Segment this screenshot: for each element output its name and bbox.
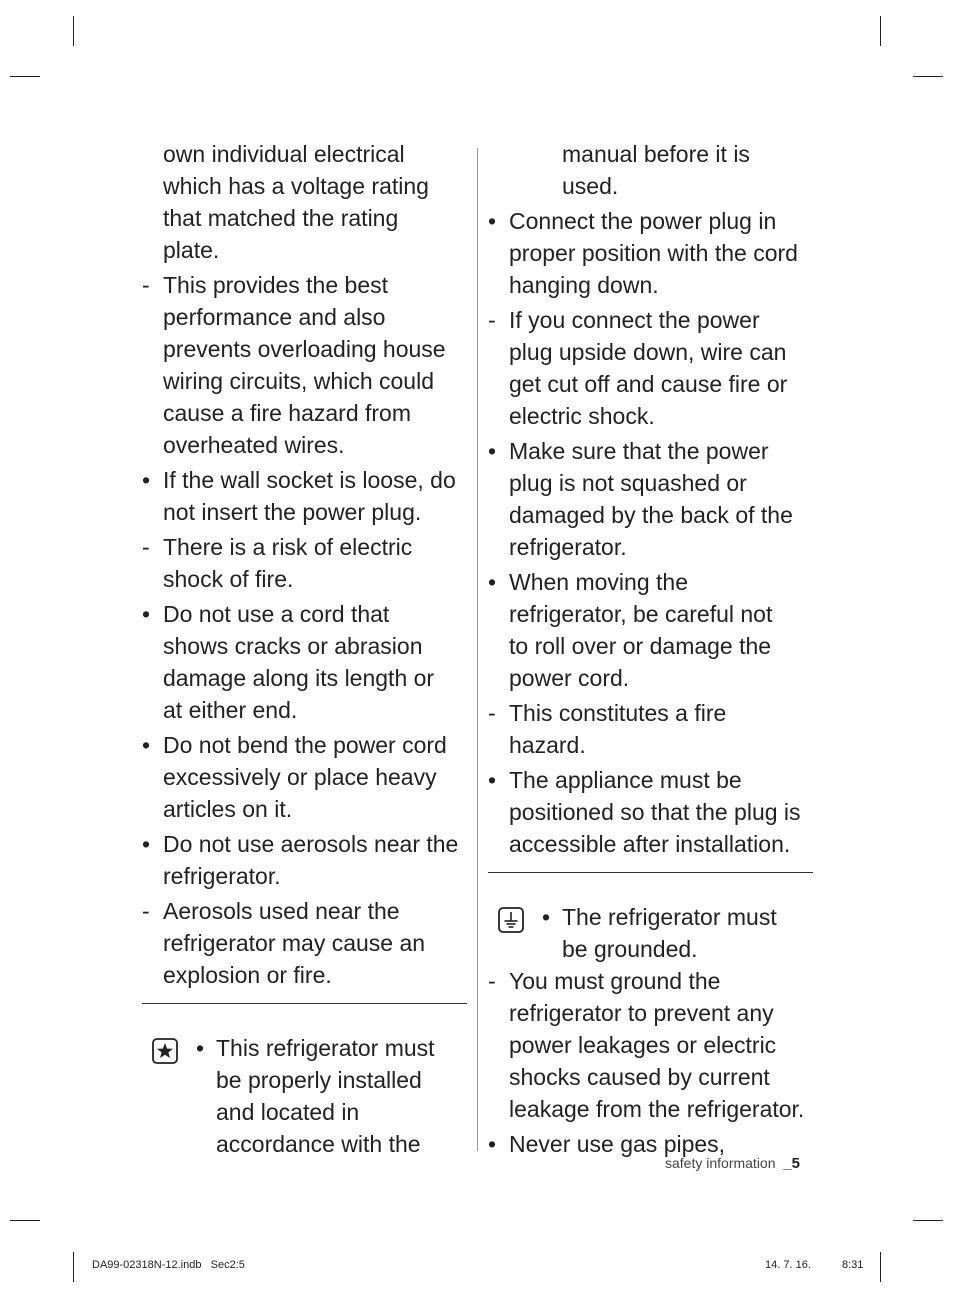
slug-date: 14. 7. 16. [765,1259,811,1271]
text-line: and located in [216,1099,360,1125]
text-line: excessively or place heavy [163,764,437,790]
continued-text [488,138,813,202]
crop-mark [10,76,40,77]
slug-file [92,1259,245,1271]
list-item [488,566,813,694]
text-line: plug upside down, wire can [509,339,787,365]
text-line: hanging down. [509,272,659,298]
note-block [142,1032,467,1160]
text-line: The refrigerator must [562,904,777,930]
text-line: accordance with the [216,1131,421,1157]
list-item [142,729,467,825]
text-line: accessible after installation. [509,831,791,857]
crop-mark [880,16,881,46]
text-line: refrigerator. [163,863,281,889]
text-line: be properly installed [216,1067,422,1093]
item-marker: - [488,700,496,726]
left-column [142,138,467,1160]
text-line: proper position with the cord [509,240,798,266]
item-marker: • [488,1131,497,1157]
column-divider [477,148,478,1151]
text-line: Do not use a cord that [163,601,390,627]
text-line: power cord. [509,665,630,691]
page-footer [665,1155,800,1172]
item-marker: • [142,831,151,857]
ground-icon [498,907,524,933]
text-line: The appliance must be [509,767,742,793]
text-line: Never use gas pipes, [509,1131,726,1157]
list-item [488,304,813,432]
item-marker: • [488,438,497,464]
item-marker: - [488,968,496,994]
section-divider [142,1003,467,1004]
text-line: Connect the power plug in [509,208,777,234]
item-marker: • [488,767,497,793]
text-line: This refrigerator must [216,1035,435,1061]
crop-mark [10,1220,40,1221]
text-line: refrigerator to prevent any [509,1000,774,1026]
text-line: get cut off and cause fire or [509,371,788,397]
crop-mark [73,1252,74,1282]
text-line: explosion or fire. [163,962,332,988]
text-line: overheated wires. [163,432,345,458]
section-divider [488,872,813,873]
text-line: damage along its length or [163,665,435,691]
text-line: Aerosols used near the [163,898,400,924]
text-line: This provides the best [163,272,389,298]
text-line: If the wall socket is loose, do [163,467,456,493]
item-marker: • [488,569,497,595]
text-line: refrigerator. [509,534,627,560]
text-line: own individual electrical [163,141,405,167]
slug-time: 8:31 [842,1259,864,1271]
text-line: You must ground the [509,968,721,994]
slug-filename: DA99-02318N-12.indb [92,1259,202,1271]
text-line: shows cracks or abrasion [163,633,423,659]
text-line: hazard. [509,732,586,758]
item-marker: • [142,467,151,493]
list-item [488,764,813,860]
text-line: This constitutes a fire [509,700,727,726]
text-line: which has a voltage rating [163,173,429,199]
note-block [488,901,813,965]
text-line: refrigerator, be careful not [509,601,773,627]
list-item [488,697,813,761]
text-line: electric shock. [509,403,655,429]
text-line: Do not use aerosols near the [163,831,459,857]
slug-section: Sec2:5 [210,1259,245,1271]
text-line: shocks caused by current [509,1064,770,1090]
text-line: power leakages or electric [509,1032,777,1058]
star-warning-icon [152,1038,178,1064]
continued-text [142,138,467,266]
crop-mark [73,16,74,46]
text-line: Do not bend the power cord [163,732,447,758]
text-line: plug is not squashed or [509,470,747,496]
text-line: Make sure that the power [509,438,769,464]
text-line: that matched the rating [163,205,399,231]
text-line: performance and also [163,304,386,330]
item-marker: - [142,898,150,924]
crop-mark [880,1252,881,1282]
item-marker: - [142,272,150,298]
item-marker: • [542,904,551,930]
list-item [142,598,467,726]
text-line: to roll over or damage the [509,633,772,659]
text-line: plate. [163,237,220,263]
crop-mark [913,1220,943,1221]
item-marker: • [142,732,151,758]
list-item [142,464,467,528]
item-marker: - [488,307,496,333]
list-item [142,828,467,892]
text-line: at either end. [163,697,298,723]
right-column [488,138,813,1163]
text-line: shock of fire. [163,566,294,592]
text-line: not insert the power plug. [163,499,422,525]
text-line: cause a fire hazard from [163,400,412,426]
text-line: used. [562,173,619,199]
text-line: refrigerator may cause an [163,930,426,956]
list-item [142,895,467,991]
list-item [142,531,467,595]
crop-mark [913,76,943,77]
footer-section: safety information [665,1155,776,1171]
list-item [142,269,467,461]
text-line: articles on it. [163,796,293,822]
page-number: _5 [783,1155,800,1172]
item-marker: • [488,208,497,234]
text-line: be grounded. [562,936,698,962]
text-line: When moving the [509,569,688,595]
text-line: leakage from the refrigerator. [509,1096,805,1122]
text-line: prevents overloading house [163,336,446,362]
item-marker: • [142,601,151,627]
item-marker: • [196,1035,205,1061]
item-marker: - [142,534,150,560]
list-item [488,435,813,563]
text-line: If you connect the power [509,307,760,333]
text-line: manual before it is [562,141,750,167]
text-line: damaged by the back of the [509,502,793,528]
text-line: There is a risk of electric [163,534,413,560]
text-line: positioned so that the plug is [509,799,801,825]
list-item [488,205,813,301]
text-line: wiring circuits, which could [163,368,434,394]
list-item [488,965,813,1125]
